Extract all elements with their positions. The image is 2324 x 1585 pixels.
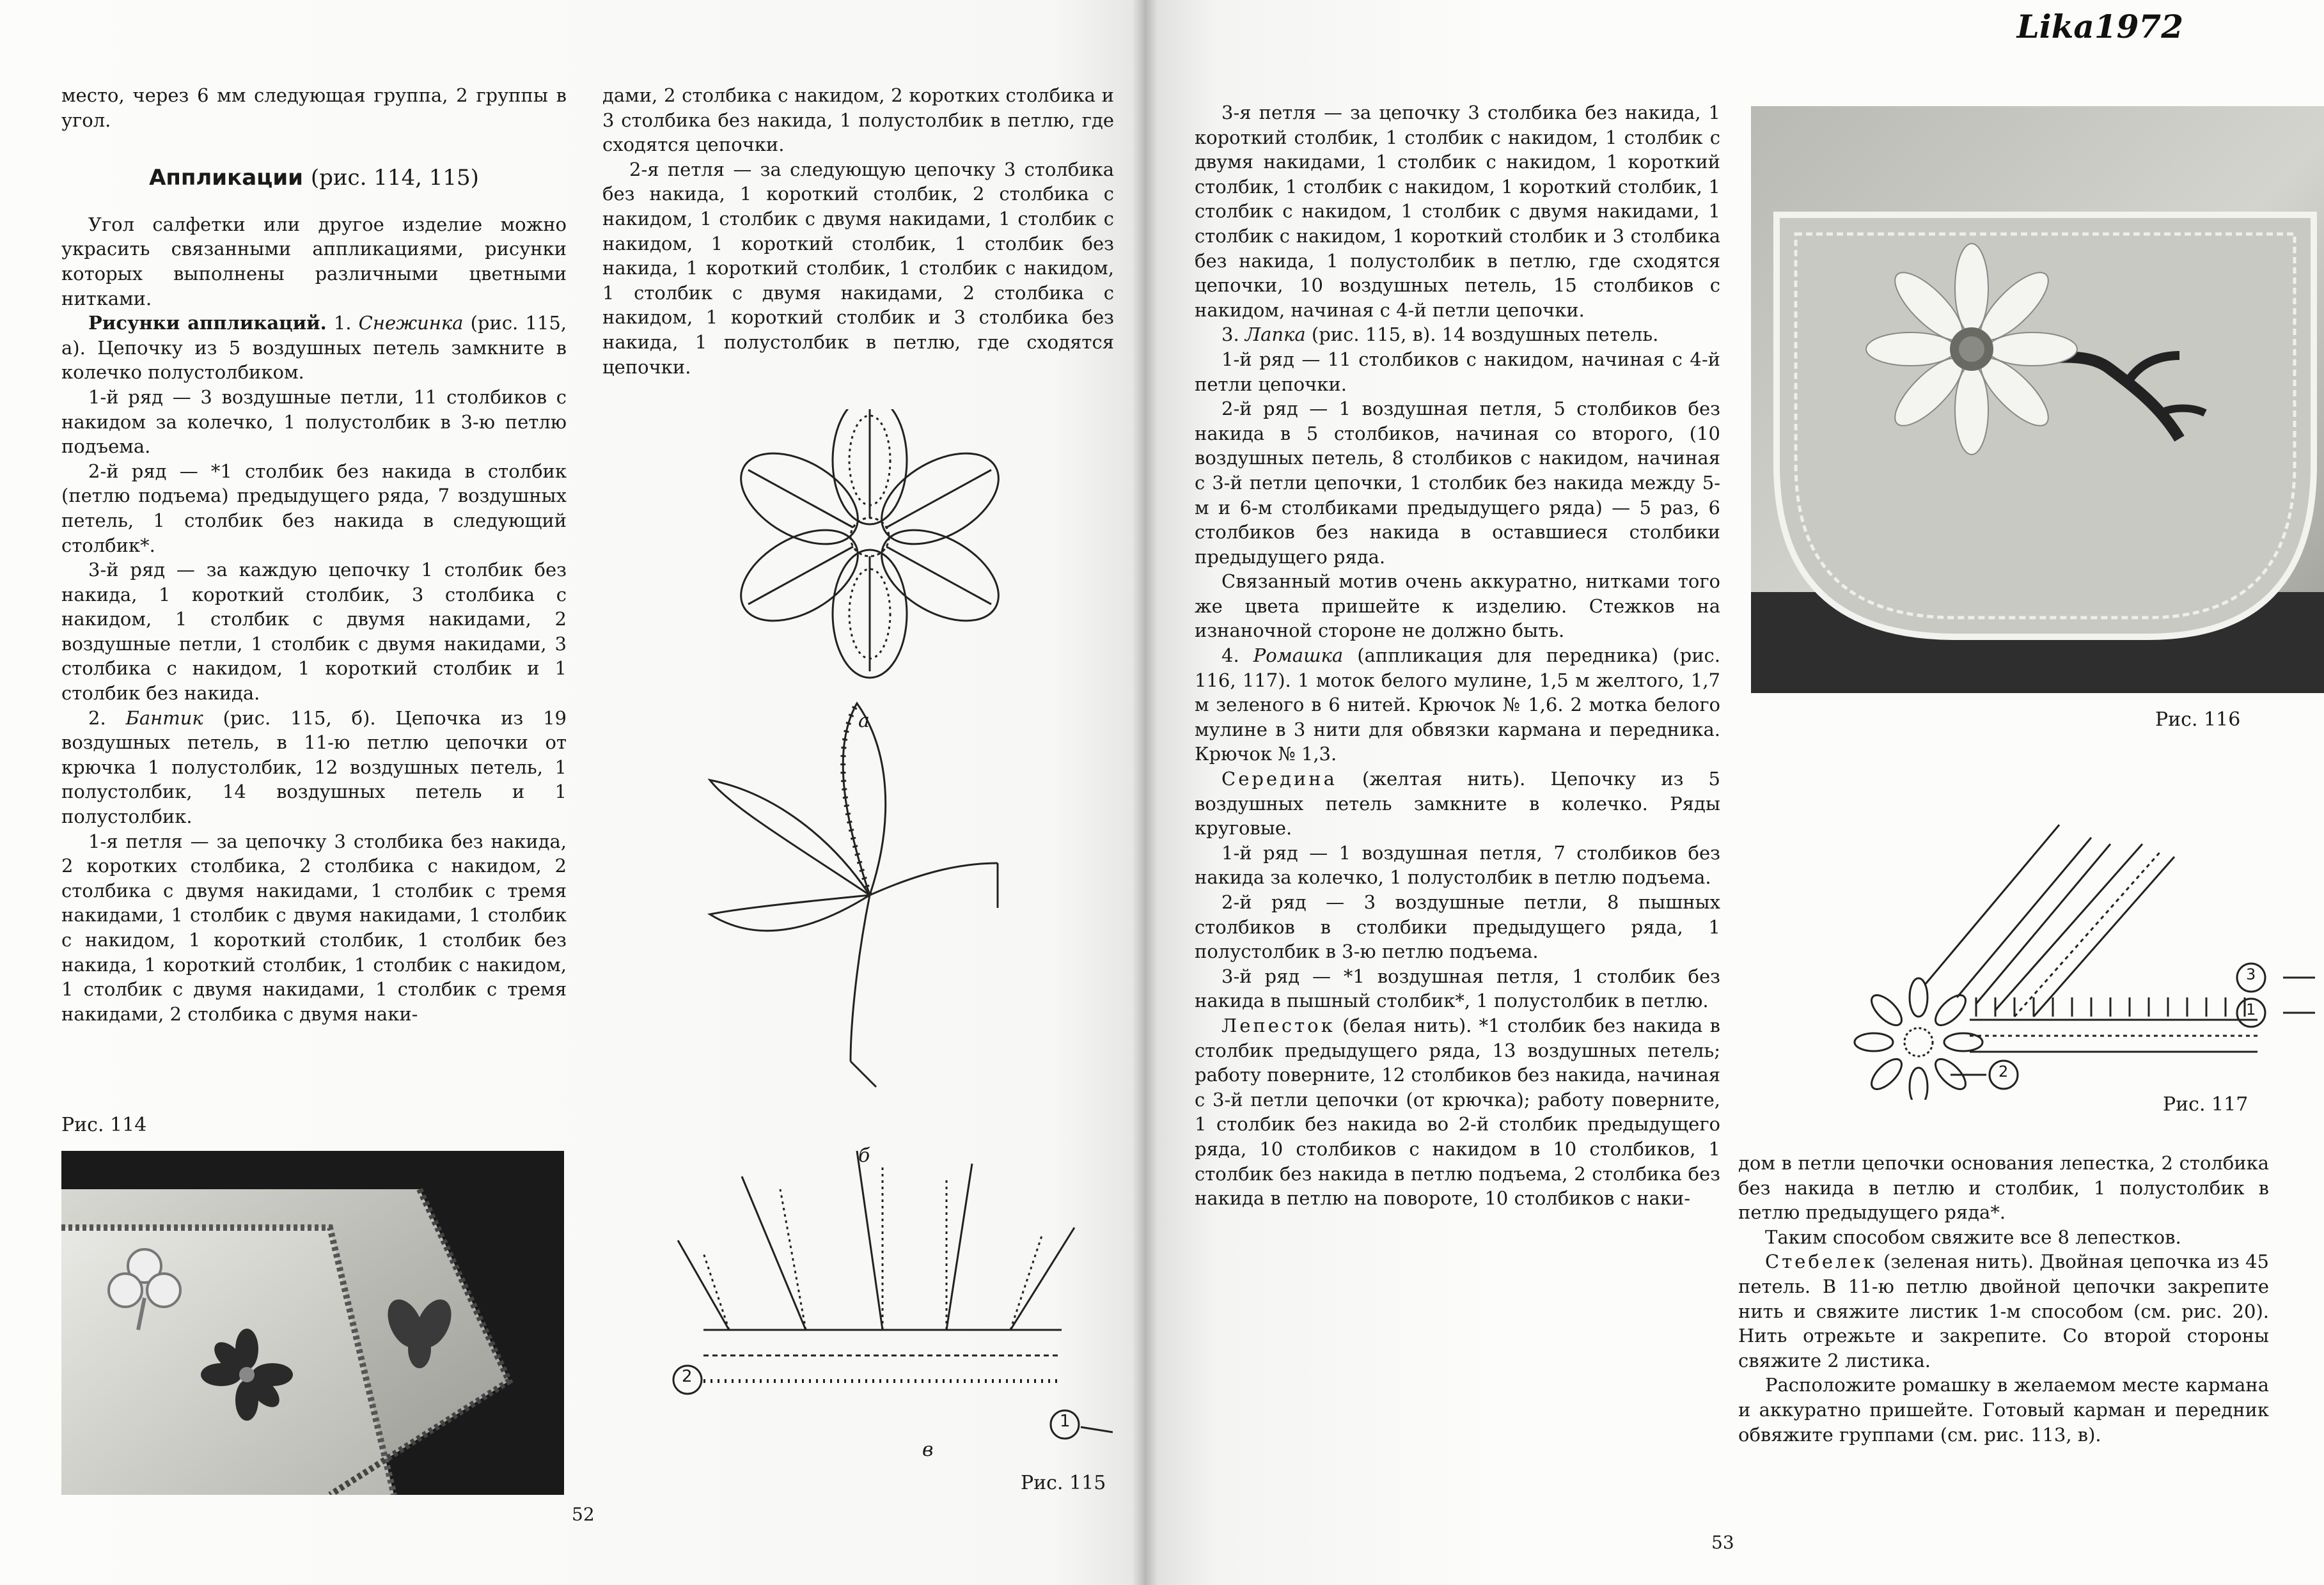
- book-gutter: [1132, 0, 1158, 1585]
- left-column-1: [61, 83, 567, 1026]
- paragraph: [1195, 322, 1720, 347]
- run-in-heading: Рисунки аппликаций.: [88, 312, 327, 334]
- watermark: Lika1972: [2016, 8, 2183, 45]
- heading-title: Аппликации: [149, 165, 303, 191]
- apron-pocket-photo: [1751, 106, 2324, 693]
- crochet-diagrams-115: [665, 409, 1113, 1464]
- figure-117-diagram: [1784, 799, 2324, 1100]
- marker-1-label: 1: [1060, 1412, 1071, 1431]
- figure-115-caption: Рис. 115: [1021, 1472, 1106, 1494]
- item-number: 3.: [1221, 324, 1239, 346]
- label-b: б: [858, 1144, 870, 1167]
- paragraph: 3-я петля — за цепочку 3 столбика без накида, 1 короткий столбик, 1 столбик с накидом, 1 столбик с двумя накидами, 1 столбик с накидом, 1 короткий столбик, 1 столбик с накидом, 1 короткий столбик, 1 столбик с накидом, 1 столбик с двумя накидами, 1 столбик с накидом, 1 короткий столбик и 3 столбика без накида, 1 полустолбик в петлю, где сходятся цепочки, 10 воздушных петель, 15 столбиков с накидом, начиная с 4-й петли цепочки.: [1195, 102, 1720, 321]
- daisy-applique: [1866, 244, 2077, 455]
- daisy-center: [1855, 978, 1982, 1100]
- label-a: а: [858, 710, 870, 732]
- paragraph: Расположите ромашку в желаемом месте кармана и аккуратно пришейте. Готовый карман и передник обвяжите группами (см. рис. 113, в).: [1738, 1374, 2269, 1446]
- item-number: 4.: [1221, 644, 1239, 667]
- figure-116-photo: [1751, 106, 2324, 693]
- motif-name: Бантик: [125, 707, 203, 729]
- crochet-diagram-117: [1784, 799, 2324, 1100]
- figure-115-diagram: [665, 409, 1113, 1464]
- figure-114-caption: Рис. 114: [61, 1114, 147, 1136]
- paragraph: [61, 311, 567, 385]
- paragraph-text: (рис. 115, а). Цепочку из 5 воздушных петель замкните в колечко полустолбиком.: [61, 312, 567, 384]
- item-number: 2.: [88, 707, 106, 729]
- snowflake-diagram: [725, 409, 1014, 678]
- marker-1-label: 1: [2246, 1001, 2256, 1019]
- figure-117-caption: Рис. 117: [2163, 1093, 2249, 1116]
- paragraph: [1195, 643, 1720, 767]
- paragraph: Таким способом свяжите все 8 лепестков.: [1765, 1226, 2181, 1248]
- paragraph: 1-й ряд — 3 воздушные петли, 11 столбиков с накидом за колечко, 1 полустолбик в 3-ю петлю подъема.: [61, 386, 567, 458]
- paragraph: 1-я петля — за цепочку 3 столбика без накида, 2 коротких столбика, 2 столбика с накидом, 2 столбика с двумя накидами, 1 столбик с тремя накидами, 1 столбик с двумя накидами, 1 столбик с накидом, 1 короткий столбик, 1 столбик без накида, 1 короткий столбик, 1 столбик с накидом, 1 столбик с двумя накидами, 1 столбик с тремя накидами, 2 столбика с двумя наки-: [61, 830, 567, 1025]
- item-number: 1.: [333, 312, 352, 334]
- paragraph: 1-й ряд — 1 воздушная петля, 7 столбиков без накида за колечко, 1 полустолбик в петлю подъема.: [1195, 841, 1720, 889]
- paragraph: 2-я петля — за следующую цепочку 3 столбика без накида, 1 короткий столбик, 2 столбика с накидом, 1 столбик с двумя накидами, 1 столбик с накидом, 1 короткий столбик, 1 столбик без накида, 1 короткий столбик, 1 столбик с накидом, 1 столбик с двумя накидами, 2 столбика с накидом, 1 короткий столбик и 3 столбика без накида, 1 полустолбик в петлю, где сходятся цепочки.: [602, 158, 1114, 378]
- paragraph: Угол салфетки или другое изделие можно украсить связанными аппликациями, рисунки которых выполнены различными цветными нитками.: [61, 213, 567, 309]
- napkins-photo: [61, 1151, 564, 1495]
- paragraph: дами, 2 столбика с накидом, 2 коротких столбика и 3 столбика без накида, 1 полустолбик в петлю, где сходятся цепочки.: [602, 84, 1114, 156]
- page-number-left: 52: [572, 1504, 595, 1525]
- paragraph: [1738, 1249, 2269, 1373]
- paragraph-text: (аппликация для передника) (рис. 116, 117). 1 моток белого мулине, 1,5 м желтого, 1,7 м зеленого в 6 нитей. Крючок № 1,6. 2 мотка белого мулине в 3 нити для обвязки кармана и передника. Крючок № 1,3.: [1195, 644, 1720, 765]
- marker-2-label: 2: [1998, 1063, 2009, 1081]
- paragraph-text: (белая нить). *1 столбик без накида в столбик предыдущего ряда, 13 воздушных петель; работу поверните, 12 столбиков без накида, начиная с 3-й петли цепочки (от крючка); работу поверните, 1 столбик без накида во 2-й столбик предыдущего ряда, 10 столбиков с накидом в 10 столбиков, 1 столбик без накида в петлю подъема, 2 столбика без накида в петлю на повороте, 10 столбиков с наки-: [1195, 1014, 1720, 1210]
- paragraph: Связанный мотив очень аккуратно, нитками того же цвета пришейте к изделию. Стежков на изнаночной стороне не должно быть.: [1195, 570, 1720, 642]
- paragraph: 2-й ряд — 1 воздушная петля, 5 столбиков без накида в 5 столбиков, начиная со второго, (10 воздушных петель, 8 столбиков с накидом, начиная с 3-й петли цепочки, 1 столбик без накида между 5-м и 6-м столбиками предыдущего ряда) — 5 раз, 6 столбиков без накида в оставшиеся столбики предыдущего ряда.: [1195, 398, 1720, 568]
- motif-name: Снежинка: [358, 312, 464, 334]
- paragraph: [1195, 1013, 1720, 1211]
- right-column-1: [1195, 100, 1720, 1211]
- figure-114-photo: [61, 1151, 564, 1495]
- right-column-2: [1738, 1151, 2269, 1447]
- paragraph-text: (зеленая нить). Двойная цепочка из 45 петель. В 11-ю петлю двойной цепочки закрепите нить и свяжите листик 1-м способом (см. рис. 20). Нить отрежьте и закрепите. Со второй стороны свяжите 2 листика.: [1738, 1251, 2270, 1371]
- page-number-right: 53: [1711, 1532, 1734, 1553]
- motif-name: Ромашка: [1253, 644, 1344, 667]
- arrow-line: [1081, 1427, 1113, 1432]
- paragraph: 2-й ряд — 3 воздушные петли, 8 пышных столбиков в столбики предыдущего ряда, 1 полустолбик в 3-ю петлю подъема.: [1195, 891, 1720, 963]
- label-v: в: [922, 1439, 934, 1461]
- paragraph-text: (рис. 115, б). Цепочка из 19 воздушных петель, в 11-ю петлю цепочки от крючка 1 полустолбик, 12 воздушных петель, 1 полустолбик, 14 воздушных петель и 1 полустолбик.: [61, 707, 567, 828]
- paragraph: [61, 706, 567, 829]
- paragraph: дом в петли цепочки основания лепестка, 2 столбика без накида в петлю и столбик, 1 полустолбик в петлю предыдущего ряда*.: [1738, 1152, 2269, 1224]
- part-name: Середина: [1221, 768, 1337, 790]
- paragraph: 1-й ряд — 11 столбиков с накидом, начиная с 4-й петли цепочки.: [1195, 348, 1720, 395]
- paw-diagram: [678, 1151, 1074, 1381]
- part-name: Стебелек: [1765, 1251, 1878, 1273]
- heading-figure-ref: (рис. 114, 115): [310, 165, 479, 191]
- stem-band-lower: [1970, 997, 2257, 1052]
- paragraph: 3-й ряд — *1 воздушная петля, 1 столбик без накида в пышный столбик*, 1 полустолбик в петлю.: [1195, 965, 1720, 1012]
- paragraph: 3-й ряд — за каждую цепочку 1 столбик без накида, 1 короткий столбик, 3 столбика с накидом, 1 столбик с двумя накидами, 2 воздушные петли, 1 столбик с двумя накидами, 3 столбика с накидом, 1 короткий столбик и 1 столбик без накида.: [61, 559, 567, 705]
- paragraph-text: (рис. 115, в). 14 воздушных петель.: [1311, 324, 1659, 346]
- paragraph-text: (желтая нить). Цепочку из 5 воздушных петель замкните в колечко. Ряды круговые.: [1195, 768, 1721, 839]
- paragraph: [1195, 767, 1720, 841]
- paragraph: место, через 6 мм следующая группа, 2 группы в угол.: [61, 84, 567, 131]
- bow-diagram: [710, 703, 998, 1087]
- left-column-2: [602, 83, 1114, 379]
- motif-name: Лапка: [1244, 324, 1306, 346]
- figure-116-caption: Рис. 116: [2155, 708, 2241, 731]
- part-name: Лепесток: [1221, 1014, 1335, 1036]
- paragraph: 2-й ряд — *1 столбик без накида в столбик (петлю подъема) предыдущего ряда, 7 воздушных петель, 1 столбик без накида в следующий столбик*.: [61, 460, 567, 556]
- marker-3-label: 3: [2246, 965, 2256, 983]
- section-heading: [61, 166, 567, 191]
- marker-2-label: 2: [682, 1367, 693, 1386]
- stem-band-upper: [1925, 825, 2174, 1017]
